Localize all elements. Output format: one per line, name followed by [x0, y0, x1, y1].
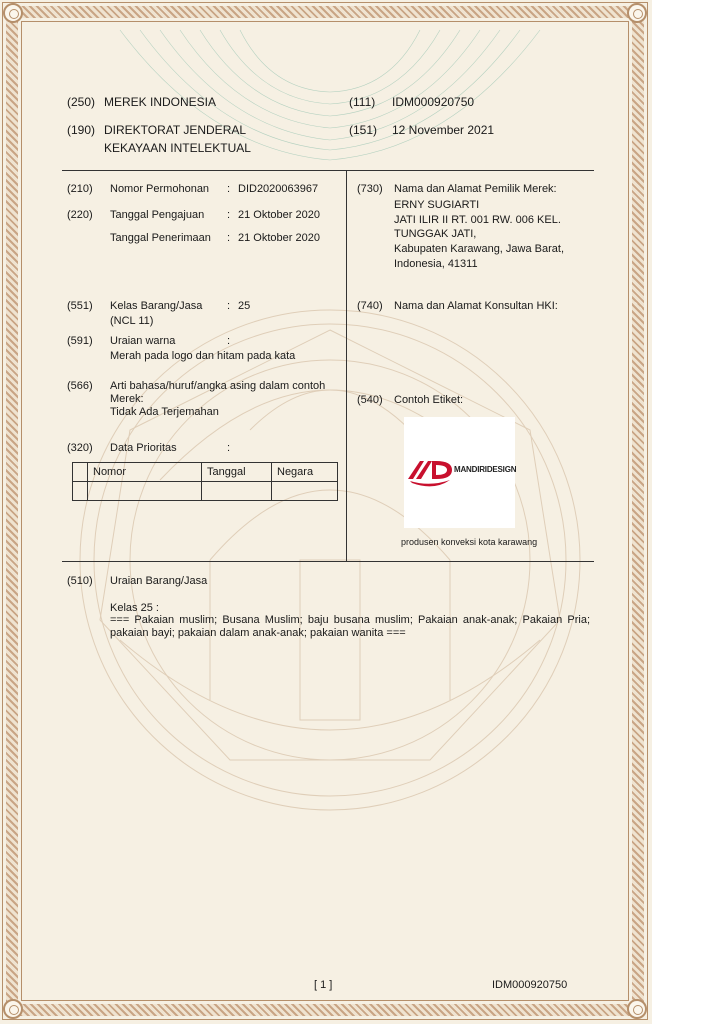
- merek-indonesia-title: MEREK INDONESIA: [104, 95, 217, 109]
- kelas-line: Kelas 25 :: [110, 602, 159, 614]
- uraian-warna-label: Uraian warna: [110, 335, 176, 347]
- table-cell: [73, 482, 88, 501]
- corner-ornament-icon: [627, 999, 647, 1019]
- table-cell: [73, 463, 88, 482]
- kelas-label: Kelas Barang/Jasa: [110, 300, 203, 312]
- divider-top: [62, 170, 594, 171]
- corner-ornament-icon: [3, 3, 23, 23]
- code-566: (566): [67, 380, 93, 392]
- code-591: (591): [67, 335, 93, 347]
- kelas-ncl: (NCL 11): [110, 315, 154, 327]
- code-111: (111): [349, 95, 376, 109]
- logo-caption: produsen konveksi kota karawang: [401, 537, 538, 547]
- table-header-tanggal: Tanggal: [202, 463, 272, 482]
- nomor-permohonan-label: Nomor Permohonan: [110, 183, 210, 195]
- registration-date: 12 November 2021: [392, 123, 495, 137]
- colon-210: :: [227, 183, 231, 195]
- tanggal-pengajuan-value: 21 Oktober 2020: [238, 209, 320, 221]
- divider-bottom: [62, 561, 594, 562]
- direktorat-line1: DIREKTORAT JENDERAL: [104, 123, 247, 137]
- code-190: (190): [67, 123, 96, 137]
- page-number: [ 1 ]: [314, 979, 333, 991]
- code-730: (730): [357, 183, 383, 195]
- owner-name: ERNY SUGIARTI: [394, 199, 480, 211]
- footer-registration-number: IDM000920750: [492, 979, 568, 991]
- owner-address-line1: JATI ILIR II RT. 001 RW. 006 KEL.: [394, 214, 561, 226]
- data-prioritas-label: Data Prioritas: [110, 442, 177, 454]
- table-cell: [88, 482, 202, 501]
- tanggal-penerimaan-value: 21 Oktober 2020: [238, 232, 320, 244]
- goods-description: === Pakaian muslim; Busana Muslim; baju busana muslim; Pakaian anak-anak; Pakaian Pria; pakaian bayi; pakaian dalam anak-anak; pakaian wanita ===: [110, 614, 590, 639]
- registration-number: IDM000920750: [392, 95, 475, 109]
- colon-591: :: [227, 335, 231, 347]
- colon-551: :: [227, 300, 231, 312]
- code-540: (540): [357, 394, 383, 406]
- border-inner-frame: [21, 21, 629, 1001]
- code-151: (151): [349, 123, 378, 137]
- table-header-row: [73, 463, 338, 482]
- owner-address-line2: TUNGGAK JATI,: [394, 228, 477, 240]
- table-cell: [202, 482, 272, 501]
- code-250: (250): [67, 95, 96, 109]
- table-cell: [272, 482, 338, 501]
- code-320: (320): [67, 442, 93, 454]
- arti-value: Tidak Ada Terjemahan: [110, 406, 219, 418]
- uraian-warna-value: Merah pada logo dan hitam pada kata: [110, 350, 296, 362]
- corner-ornament-icon: [3, 999, 23, 1019]
- code-551: (551): [67, 300, 93, 312]
- code-220: (220): [67, 209, 93, 221]
- table-header-nomor: Nomor: [88, 463, 202, 482]
- table-row: [73, 482, 338, 501]
- nomor-permohonan-value: DID2020063967: [238, 183, 319, 195]
- colon-320: :: [227, 442, 231, 454]
- direktorat-line2: KEKAYAAN INTELEKTUAL: [104, 141, 251, 155]
- contoh-etiket-label: Contoh Etiket:: [394, 394, 464, 406]
- owner-address-line3: Kabupaten Karawang, Jawa Barat,: [394, 243, 565, 255]
- code-510: (510): [67, 575, 93, 587]
- kelas-value: 25: [238, 300, 251, 312]
- konsultan-label: Nama dan Alamat Konsultan HKI:: [394, 300, 558, 312]
- priority-table: [72, 462, 338, 501]
- code-210: (210): [67, 183, 93, 195]
- code-740: (740): [357, 300, 383, 312]
- colon-220: :: [227, 209, 231, 221]
- table-header-negara: Negara: [272, 463, 338, 482]
- arti-label-line1: Arti bahasa/huruf/angka asing dalam contoh: [110, 380, 326, 392]
- pemilik-label: Nama dan Alamat Pemilik Merek:: [394, 183, 557, 195]
- divider-vertical: [346, 170, 347, 561]
- uraian-barang-label: Uraian Barang/Jasa: [110, 575, 208, 587]
- colon-penerimaan: :: [227, 232, 231, 244]
- owner-address-line4: Indonesia, 41311: [394, 258, 478, 270]
- corner-ornament-icon: [627, 3, 647, 23]
- tanggal-pengajuan-label: Tanggal Pengajuan: [110, 209, 205, 221]
- logo-wordmark: MANDIRIDESIGN: [454, 465, 517, 474]
- arti-label-line2: Merek:: [110, 393, 144, 405]
- tanggal-penerimaan-label: Tanggal Penerimaan: [110, 232, 211, 244]
